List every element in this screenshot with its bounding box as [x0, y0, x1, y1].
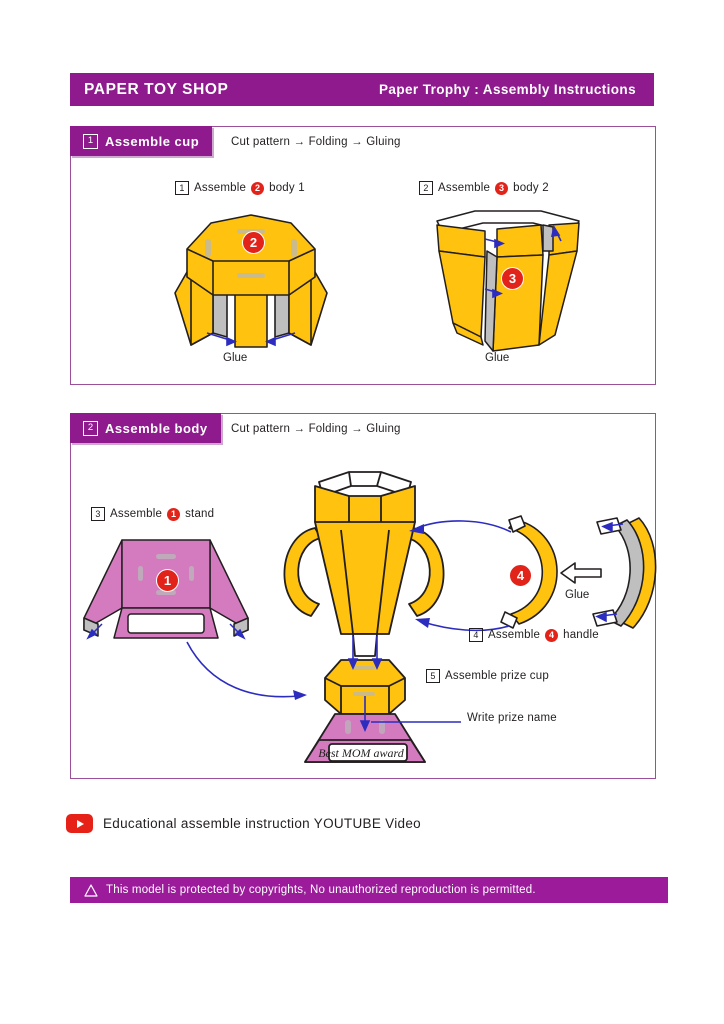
- glue-label-body-1: Glue: [223, 352, 248, 364]
- caption-step-2: [419, 181, 549, 195]
- part-badge-on-stand: 1: [156, 569, 179, 592]
- prize-name-value: Best MOM award: [318, 746, 404, 760]
- step-1-text-after: body 1: [269, 182, 305, 194]
- part-badge-on-body-1: 2: [242, 231, 265, 254]
- step-5-text: Assemble prize cup: [445, 670, 549, 682]
- illustration-body-1: [151, 205, 351, 365]
- copyright-footer: [70, 877, 668, 903]
- step-3-text-before: Assemble: [110, 508, 163, 520]
- section-2-number: 2: [83, 421, 98, 436]
- leader-line-prize-name: [371, 717, 461, 727]
- part-badge-on-handle: 4: [509, 564, 532, 587]
- glue-label-handle: Glue: [565, 589, 590, 601]
- section-2-label: Assemble body: [105, 420, 208, 436]
- note-write-prize-name: Write prize name: [467, 712, 557, 724]
- illustration-stand: [76, 532, 256, 652]
- part-badge-2: 2: [251, 182, 264, 195]
- section-assemble-cup: [70, 126, 656, 385]
- step-2-number: 2: [419, 181, 433, 195]
- part-badge-on-body-2: 3: [501, 267, 524, 290]
- youtube-link-label[interactable]: Educational assemble instruction YOUTUBE Video: [103, 816, 421, 831]
- header-bar: [70, 73, 654, 106]
- brand-title: PAPER TOY SHOP: [84, 80, 229, 98]
- step-1-text-before: Assemble: [194, 182, 247, 194]
- step-4-number: 4: [469, 628, 483, 642]
- step-3-number: 3: [91, 507, 105, 521]
- section-1-number: 1: [83, 134, 98, 149]
- step-2-text-after: body 2: [513, 182, 549, 194]
- step-2-text-before: Assemble: [438, 182, 491, 194]
- glue-direction-arrow-icon: [559, 560, 603, 586]
- caption-step-1: [175, 181, 305, 195]
- section-1-label: Assemble cup: [105, 133, 200, 149]
- section-assemble-body: [70, 413, 656, 779]
- caption-step-4: [469, 628, 599, 642]
- glue-label-body-2: Glue: [485, 352, 510, 364]
- arrows-handle-to-trophy: [403, 512, 523, 642]
- copyright-text: This model is protected by copyrights, No unauthorized reproduction is permitted.: [106, 884, 536, 896]
- youtube-play-icon[interactable]: [66, 814, 93, 833]
- step-1-number: 1: [175, 181, 189, 195]
- step-4-text-after: handle: [563, 629, 599, 641]
- caption-step-3: [91, 507, 214, 521]
- part-badge-3: 3: [495, 182, 508, 195]
- page-title: Paper Trophy : Assembly Instructions: [379, 82, 636, 97]
- section-2-tab: [70, 413, 221, 443]
- step-5-number: 5: [426, 669, 440, 683]
- part-badge-1: 1: [167, 508, 180, 521]
- section-2-flow: Cut pattern → Folding → Gluing: [231, 423, 401, 435]
- step-4-text-before: Assemble: [488, 629, 541, 641]
- arrow-stand-to-base: [181, 636, 321, 716]
- section-1-flow: Cut pattern → Folding → Gluing: [231, 136, 401, 148]
- part-badge-4: 4: [545, 629, 558, 642]
- section-1-tab: [70, 126, 212, 156]
- warning-triangle-icon: [84, 884, 98, 897]
- youtube-video-link[interactable]: [66, 814, 421, 833]
- step-3-text-after: stand: [185, 508, 215, 520]
- caption-step-5: [426, 669, 549, 683]
